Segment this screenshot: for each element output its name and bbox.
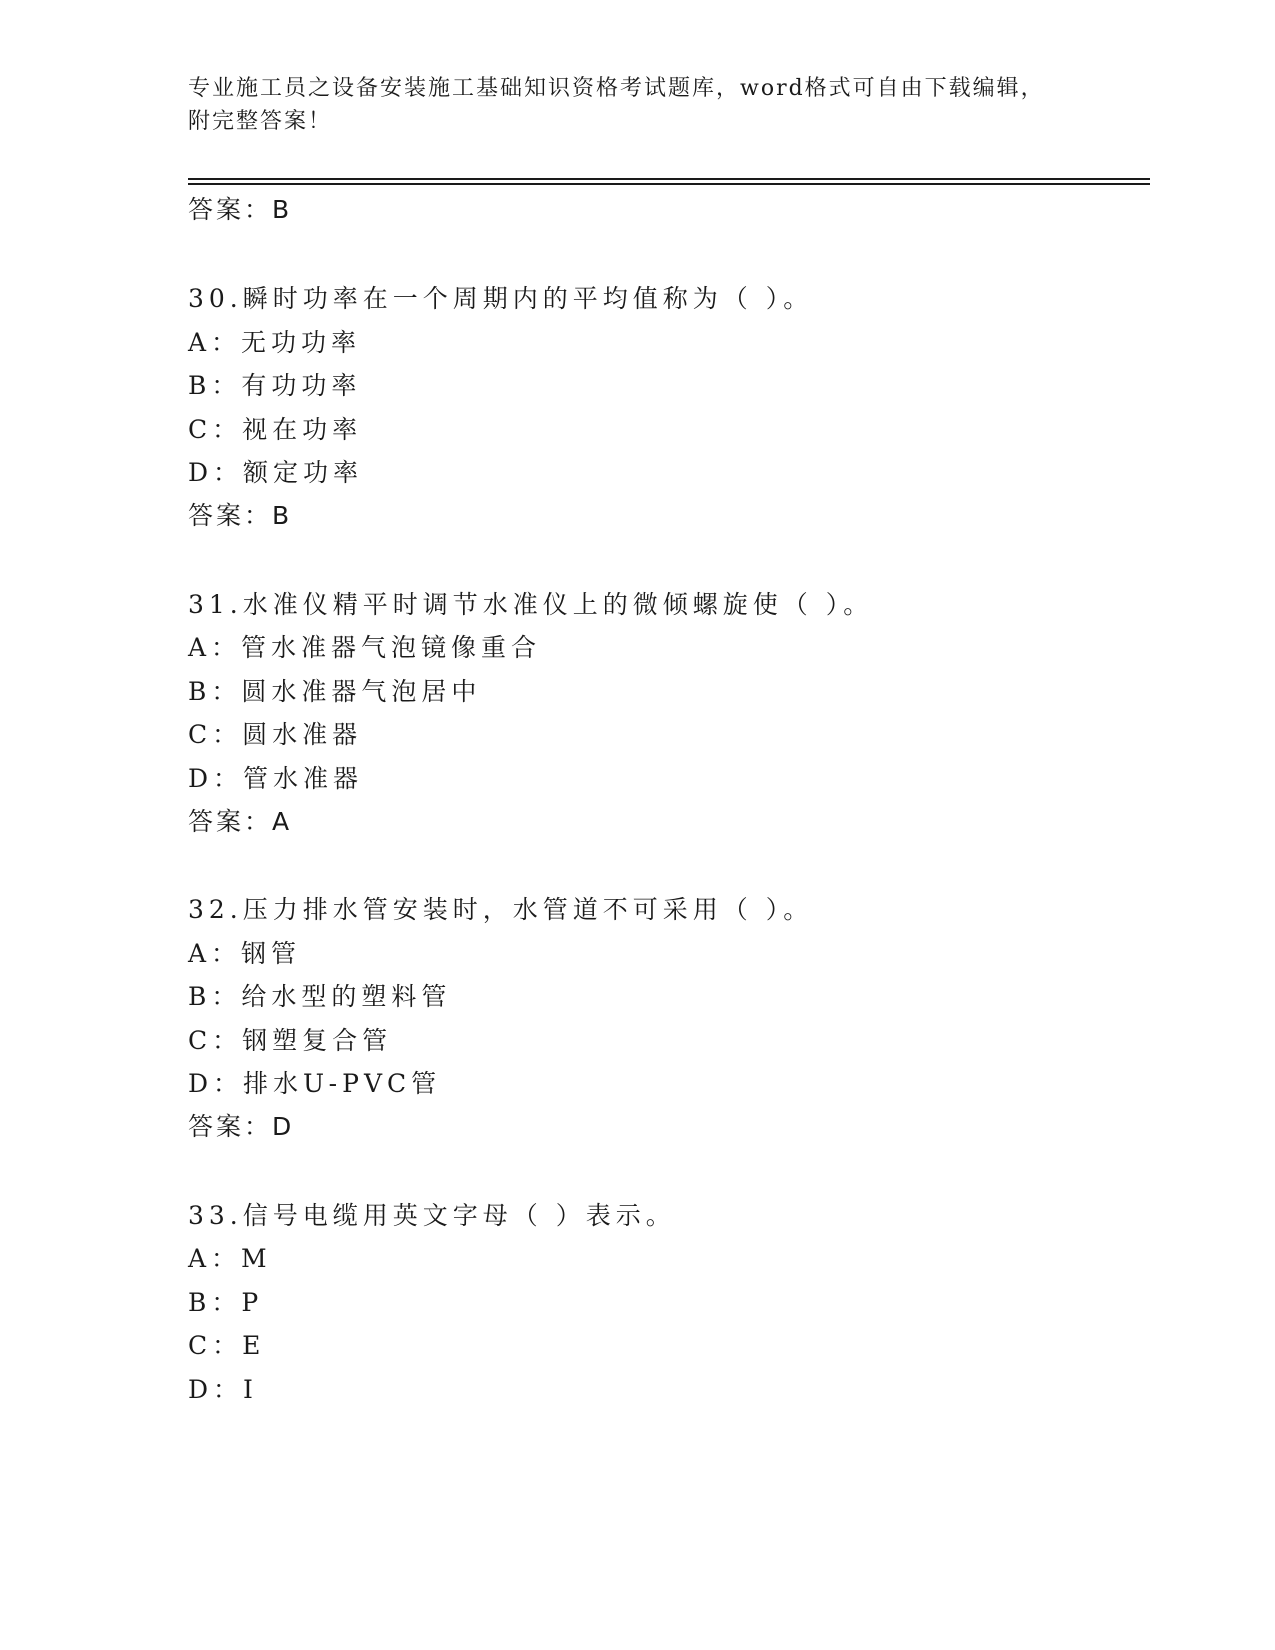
option-32-c: C：钢塑复合管 xyxy=(188,1026,393,1055)
question-stem-32: 32.压力排水管安装时，水管道不可采用（ ）。 xyxy=(188,895,814,924)
option-30-d: D：额定功率 xyxy=(188,458,364,487)
answer-31: 答案：A xyxy=(188,807,293,836)
option-30-a: A：无功功率 xyxy=(188,328,362,357)
header-divider-bottom xyxy=(188,183,1150,185)
answer-30: 答案：B xyxy=(188,501,293,530)
option-31-c: C：圆水准器 xyxy=(188,720,363,749)
option-32-d: D：排水U-PVC管 xyxy=(188,1069,442,1098)
option-31-a: A：管水准器气泡镜像重合 xyxy=(188,633,542,662)
document-header xyxy=(188,72,1088,138)
option-30-b: B：有功功率 xyxy=(188,371,362,400)
question-stem-33: 33.信号电缆用英文字母（ ）表示。 xyxy=(188,1201,676,1230)
previous-answer: 答案：B xyxy=(188,195,293,224)
header-line-1: 专业施工员之设备安装施工基础知识资格考试题库，word格式可自由下载编辑， xyxy=(188,76,1045,101)
option-33-a: A：M xyxy=(188,1244,272,1273)
header-line-2: 附完整答案！ xyxy=(188,109,333,134)
answer-32: 答案：D xyxy=(188,1112,295,1141)
header-divider-top xyxy=(188,178,1150,180)
option-33-d: D：I xyxy=(188,1375,258,1404)
option-33-c: C：E xyxy=(188,1331,266,1360)
question-stem-30: 30.瞬时功率在一个周期内的平均值称为（ ）。 xyxy=(188,284,814,313)
option-30-c: C：视在功率 xyxy=(188,415,363,444)
option-32-b: B：给水型的塑料管 xyxy=(188,982,452,1011)
question-stem-31: 31.水准仪精平时调节水准仪上的微倾螺旋使（ ）。 xyxy=(188,590,874,619)
option-33-b: B：P xyxy=(188,1288,264,1317)
option-32-a: A：钢管 xyxy=(188,939,302,968)
option-31-d: D：管水准器 xyxy=(188,764,364,793)
option-31-b: B：圆水准器气泡居中 xyxy=(188,677,482,706)
